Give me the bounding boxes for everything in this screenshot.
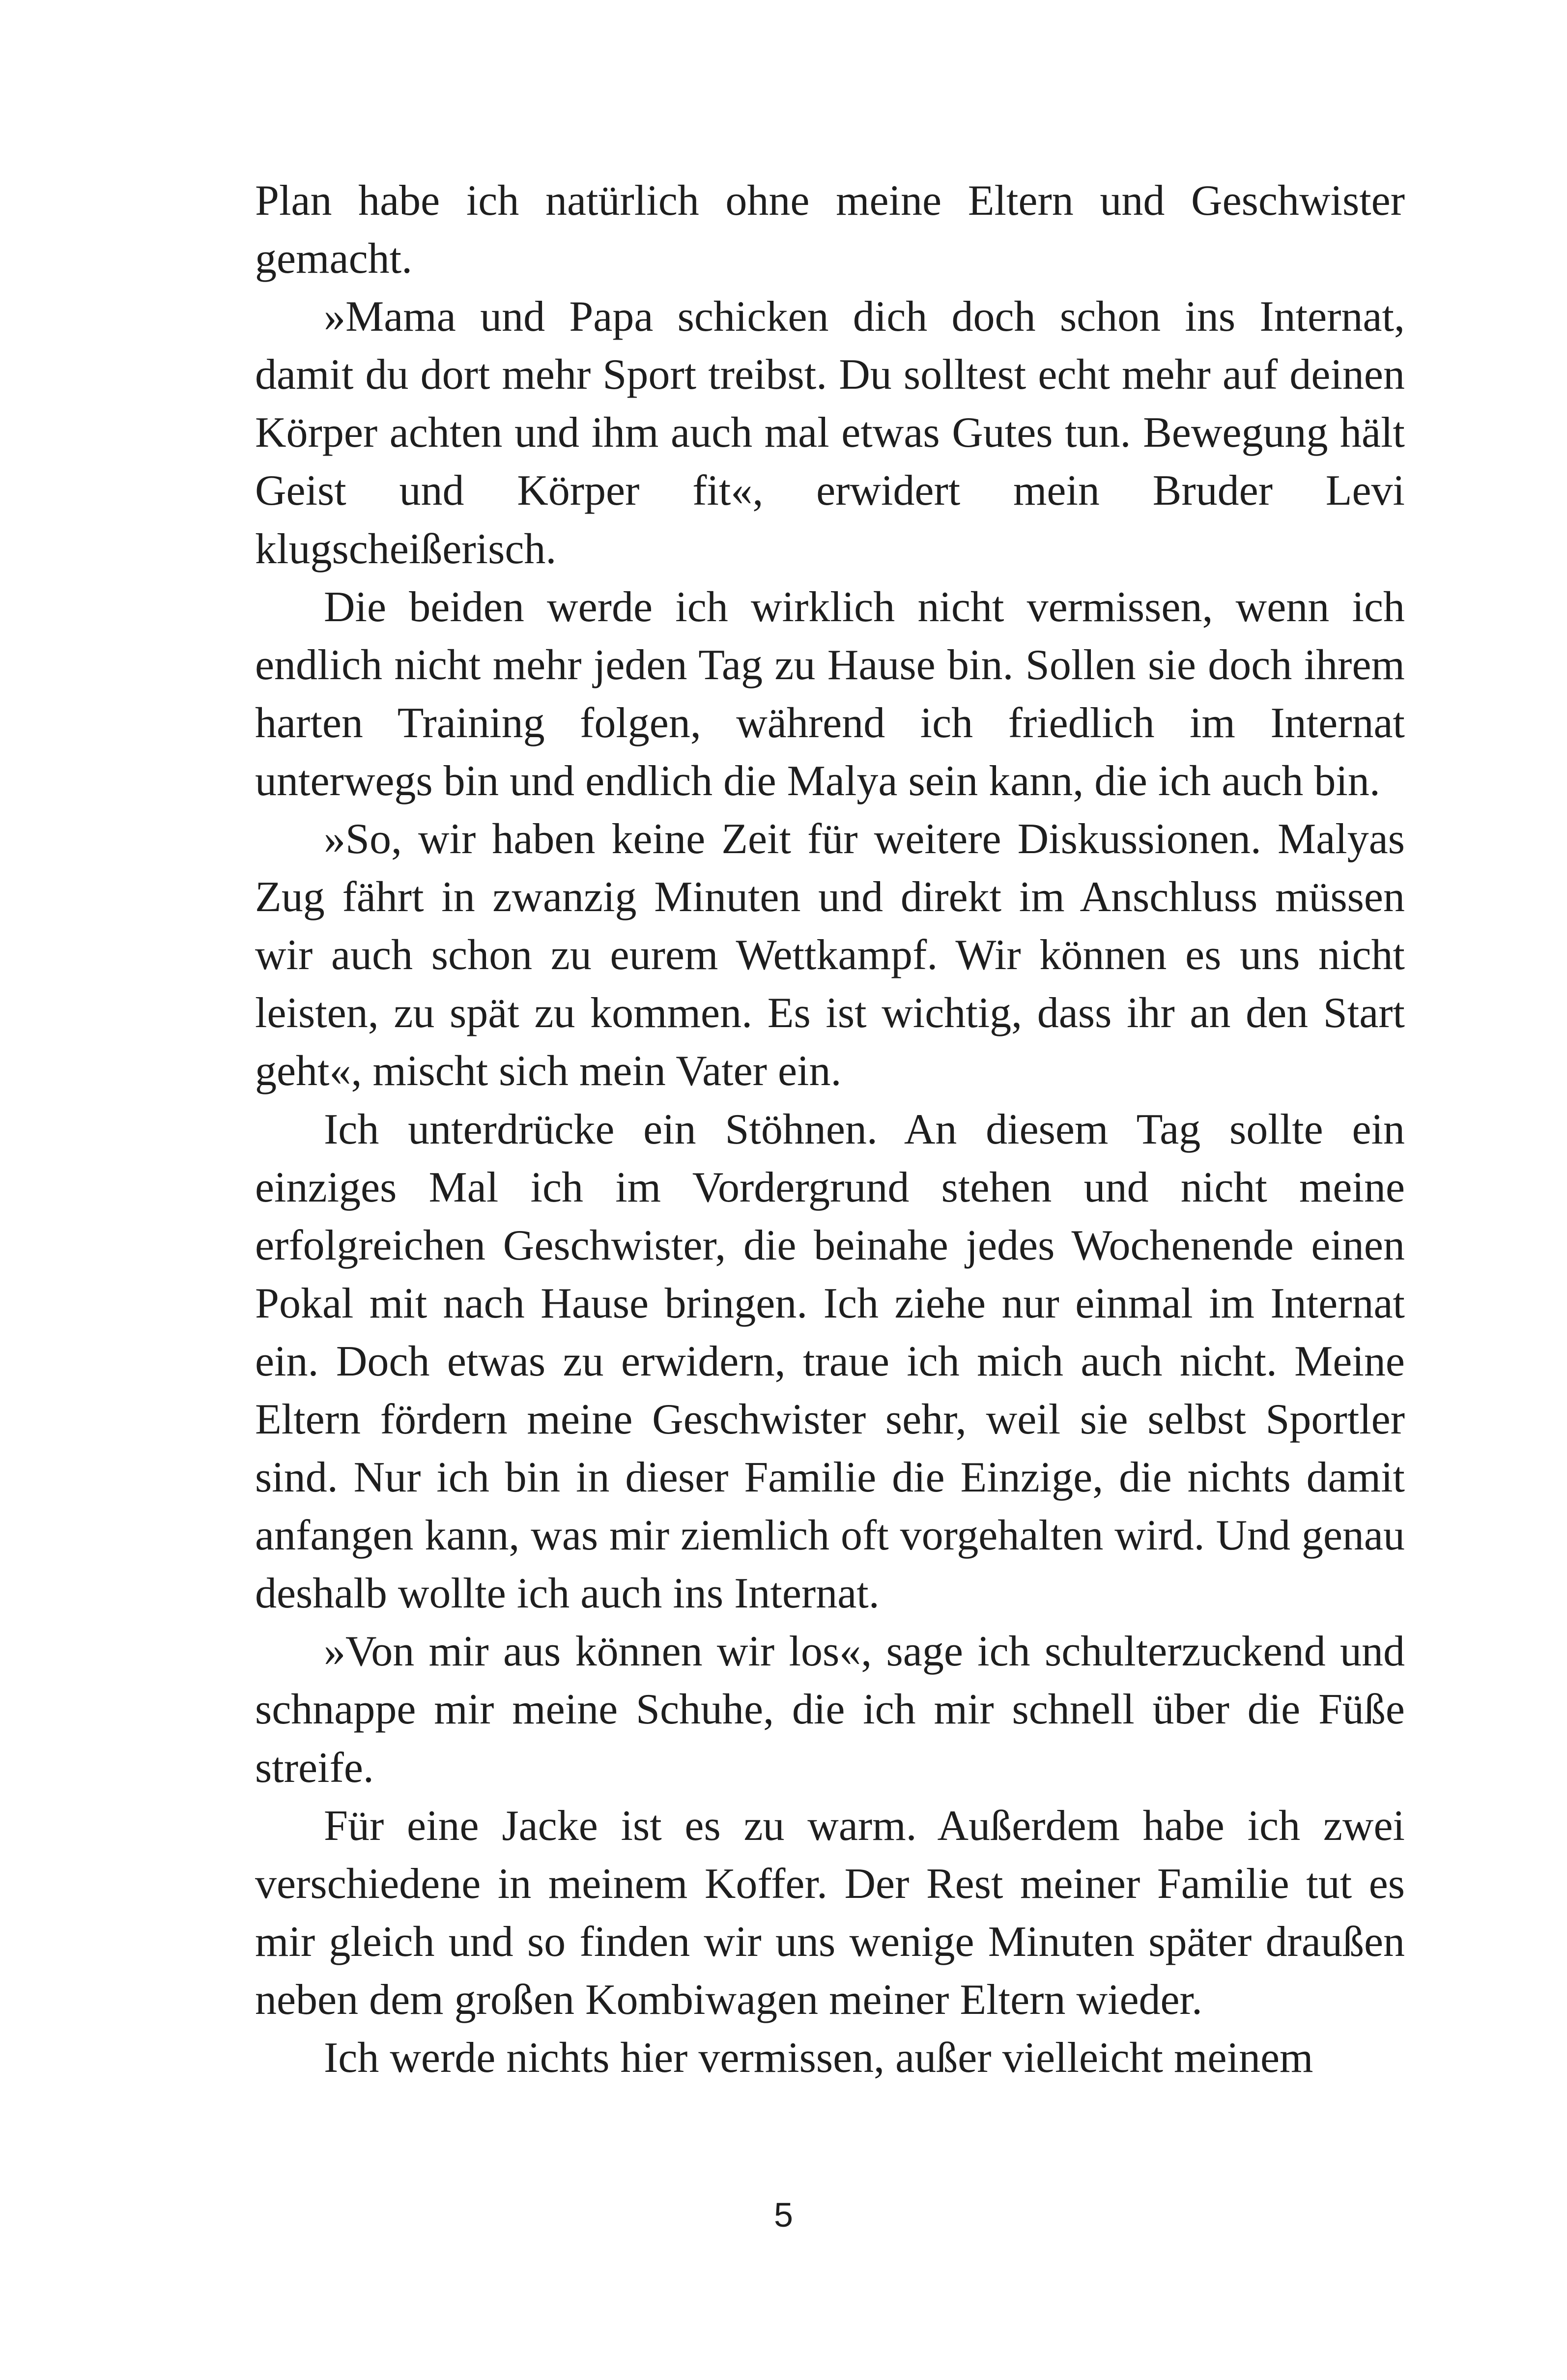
paragraph-4: »So, wir haben keine Zeit für weitere Diskussionen. Malyas Zug fährt in zwanzig Minuten und direkt im Anschluss müssen wir auch schon zu eurem Wettkampf. Wir können es uns nicht leisten, zu spät zu kommen. Es ist wichtig, dass ihr an den Start geht«, mischt sich mein Vater ein. — [255, 815, 1405, 1095]
paragraph-7: Für eine Jacke ist es zu warm. Außerdem habe ich zwei verschiedene in meinem Koffer. Der Rest meiner Familie tut es mir gleich und so finden wir uns wenige Minuten später draußen neben dem großen Kombiwagen meiner Eltern wieder. — [255, 1802, 1405, 2024]
paragraph-5: Ich unterdrücke ein Stöhnen. An diesem Tag sollte ein einziges Mal ich im Vordergrund stehen und nicht meine erfolgreichen Geschwister, die beinahe jedes Wochenende einen Pokal mit nach Hause bringen. Ich ziehe nur einmal im Internat ein. Doch etwas zu erwidern, traue ich mich auch nicht. Meine Eltern fördern meine Geschwister sehr, weil sie selbst Sportler sind. Nur ich bin in dieser Familie die Einzige, die nichts damit anfangen kann, was mir ziemlich oft vorgehalten wird. Und genau deshalb wollte ich auch ins Internat. — [255, 1105, 1405, 1618]
page-number: 5 — [774, 2196, 793, 2234]
body-text — [255, 172, 1405, 2087]
paragraph-1: Plan habe ich natürlich ohne meine Eltern und Geschwister gemacht. — [255, 177, 1405, 283]
paragraph-6: »Von mir aus können wir los«, sage ich schulterzuckend und schnappe mir meine Schuhe, die ich mir schnell über die Füße streife. — [255, 1628, 1405, 1792]
paragraph-3: Die beiden werde ich wirklich nicht vermissen, wenn ich endlich nicht mehr jeden Tag zu Hause bin. Sollen sie doch ihrem harten Training folgen, während ich friedlich im Internat unterwegs bin und endlich die Malya sein kann, die ich auch bin. — [255, 583, 1405, 805]
paragraph-8: Ich werde nichts hier vermissen, außer vielleicht meinem — [324, 2034, 1313, 2082]
paragraph-2: »Mama und Papa schicken dich doch schon ins Internat, damit du dort mehr Sport treibst. Du solltest echt mehr auf deinen Körper achten und ihm auch mal etwas Gutes tun. Bewegung hält Geist und Körper fit«, erwidert mein Bruder Levi klugscheißerisch. — [255, 293, 1405, 573]
